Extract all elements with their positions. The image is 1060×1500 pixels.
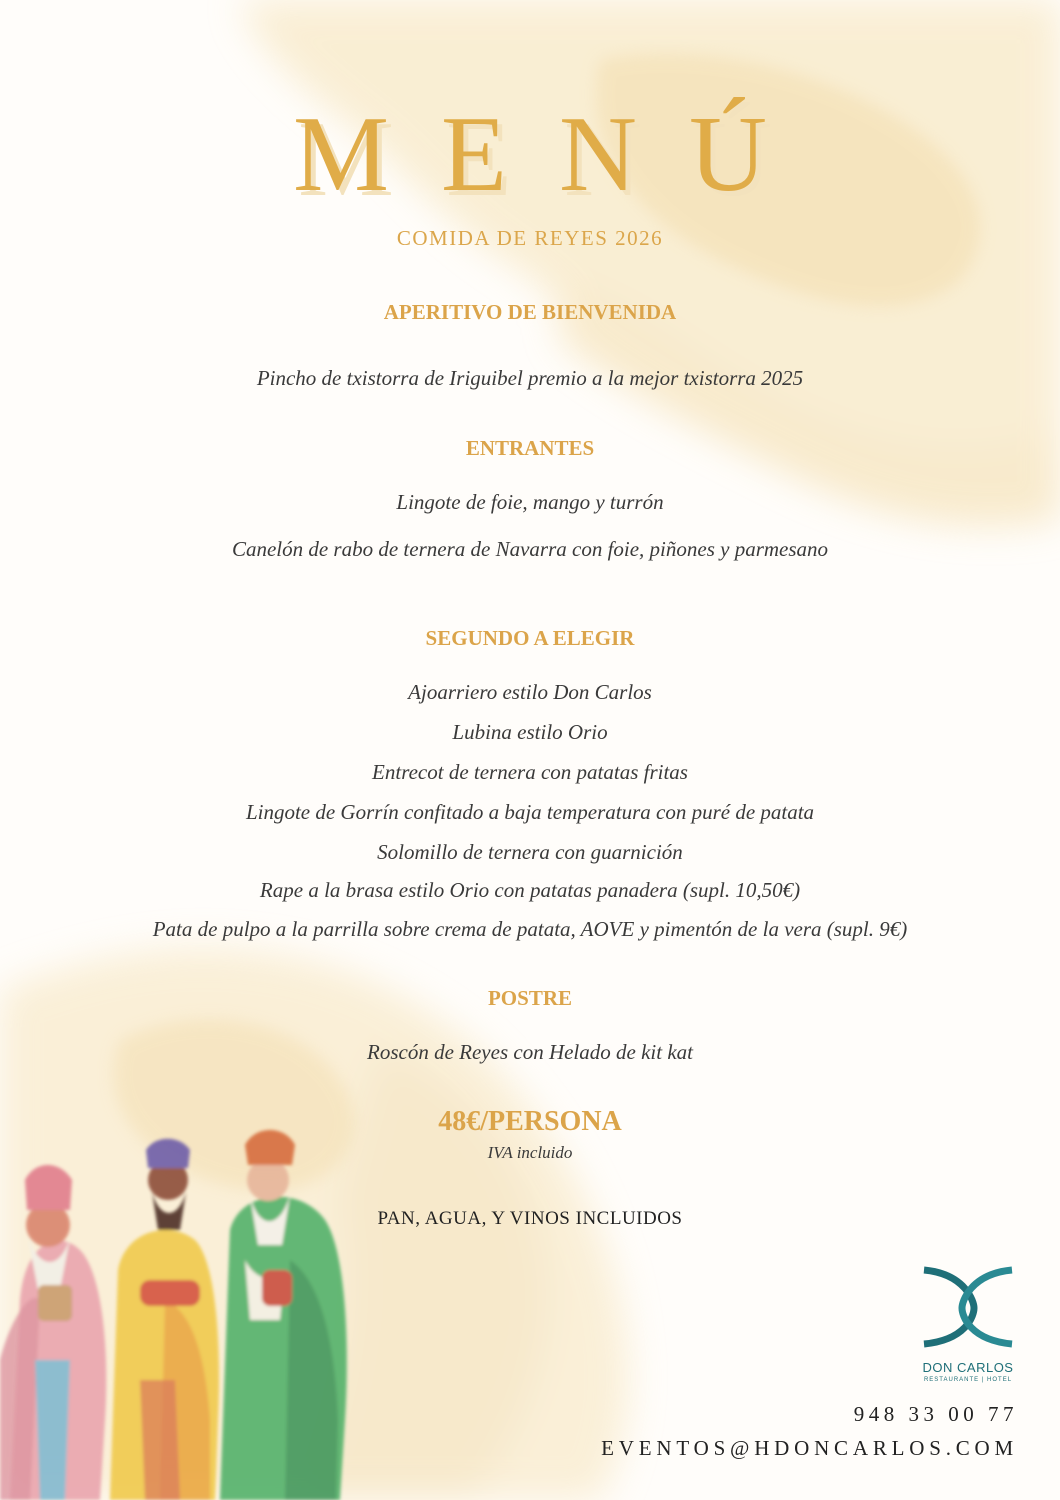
section-heading-aperitivo: APERITIVO DE BIENVENIDA — [383, 300, 677, 324]
menu-item: Pincho de txistorra de Iriguibel premio a la mejor txistorra 2025 — [256, 366, 804, 390]
menu-item: Entrecot de ternera con patatas fritas — [372, 760, 688, 784]
menu-subtitle: COMIDA DE REYES 2026 — [396, 226, 664, 250]
included-note: PAN, AGUA, Y VINOS INCLUIDOS — [377, 1208, 683, 1229]
section-heading-entrantes: ENTRANTES — [465, 436, 595, 460]
menu-item: Rape a la brasa estilo Orio con patatas panadera (supl. 10,50€) — [259, 878, 801, 902]
contact-email: EVENTOS@HDONCARLOS.COM — [601, 1436, 1018, 1460]
three-kings-illustration — [0, 1120, 360, 1500]
contact-phone: 948 33 00 77 — [853, 1402, 1018, 1426]
menu-item: Lingote de foie, mango y turrón — [396, 490, 664, 514]
menu-item: Solomillo de ternera con guarnición — [377, 840, 683, 864]
logo-name: DON CARLOS — [922, 1360, 1014, 1375]
menu-item: Lingote de Gorrín confitado a baja temperatura con puré de patata — [245, 800, 815, 824]
menu-item: Lubina estilo Orio — [452, 720, 608, 744]
price: 48€/PERSONA — [438, 1106, 622, 1137]
logo-tagline: RESTAURANTE | HOTEL — [923, 1377, 1013, 1383]
menu-item: Pata de pulpo a la parrilla sobre crema de patata, AOVE y pimentón de la vera (supl. 9€) — [152, 917, 908, 941]
menu-title: MENÚ — [293, 95, 819, 214]
menu-item: Ajoarriero estilo Don Carlos — [408, 680, 652, 704]
don-carlos-logo — [918, 1264, 1018, 1384]
section-heading-segundo: SEGUNDO A ELEGIR — [425, 626, 635, 650]
menu-item: Roscón de Reyes con Helado de kit kat — [367, 1040, 693, 1064]
section-heading-postre: POSTRE — [487, 986, 573, 1010]
menu-item: Canelón de rabo de ternera de Navarra con foie, piñones y parmesano — [231, 537, 829, 561]
price-note: IVA incluido — [487, 1143, 573, 1162]
dc-monogram-icon — [918, 1264, 1018, 1349]
